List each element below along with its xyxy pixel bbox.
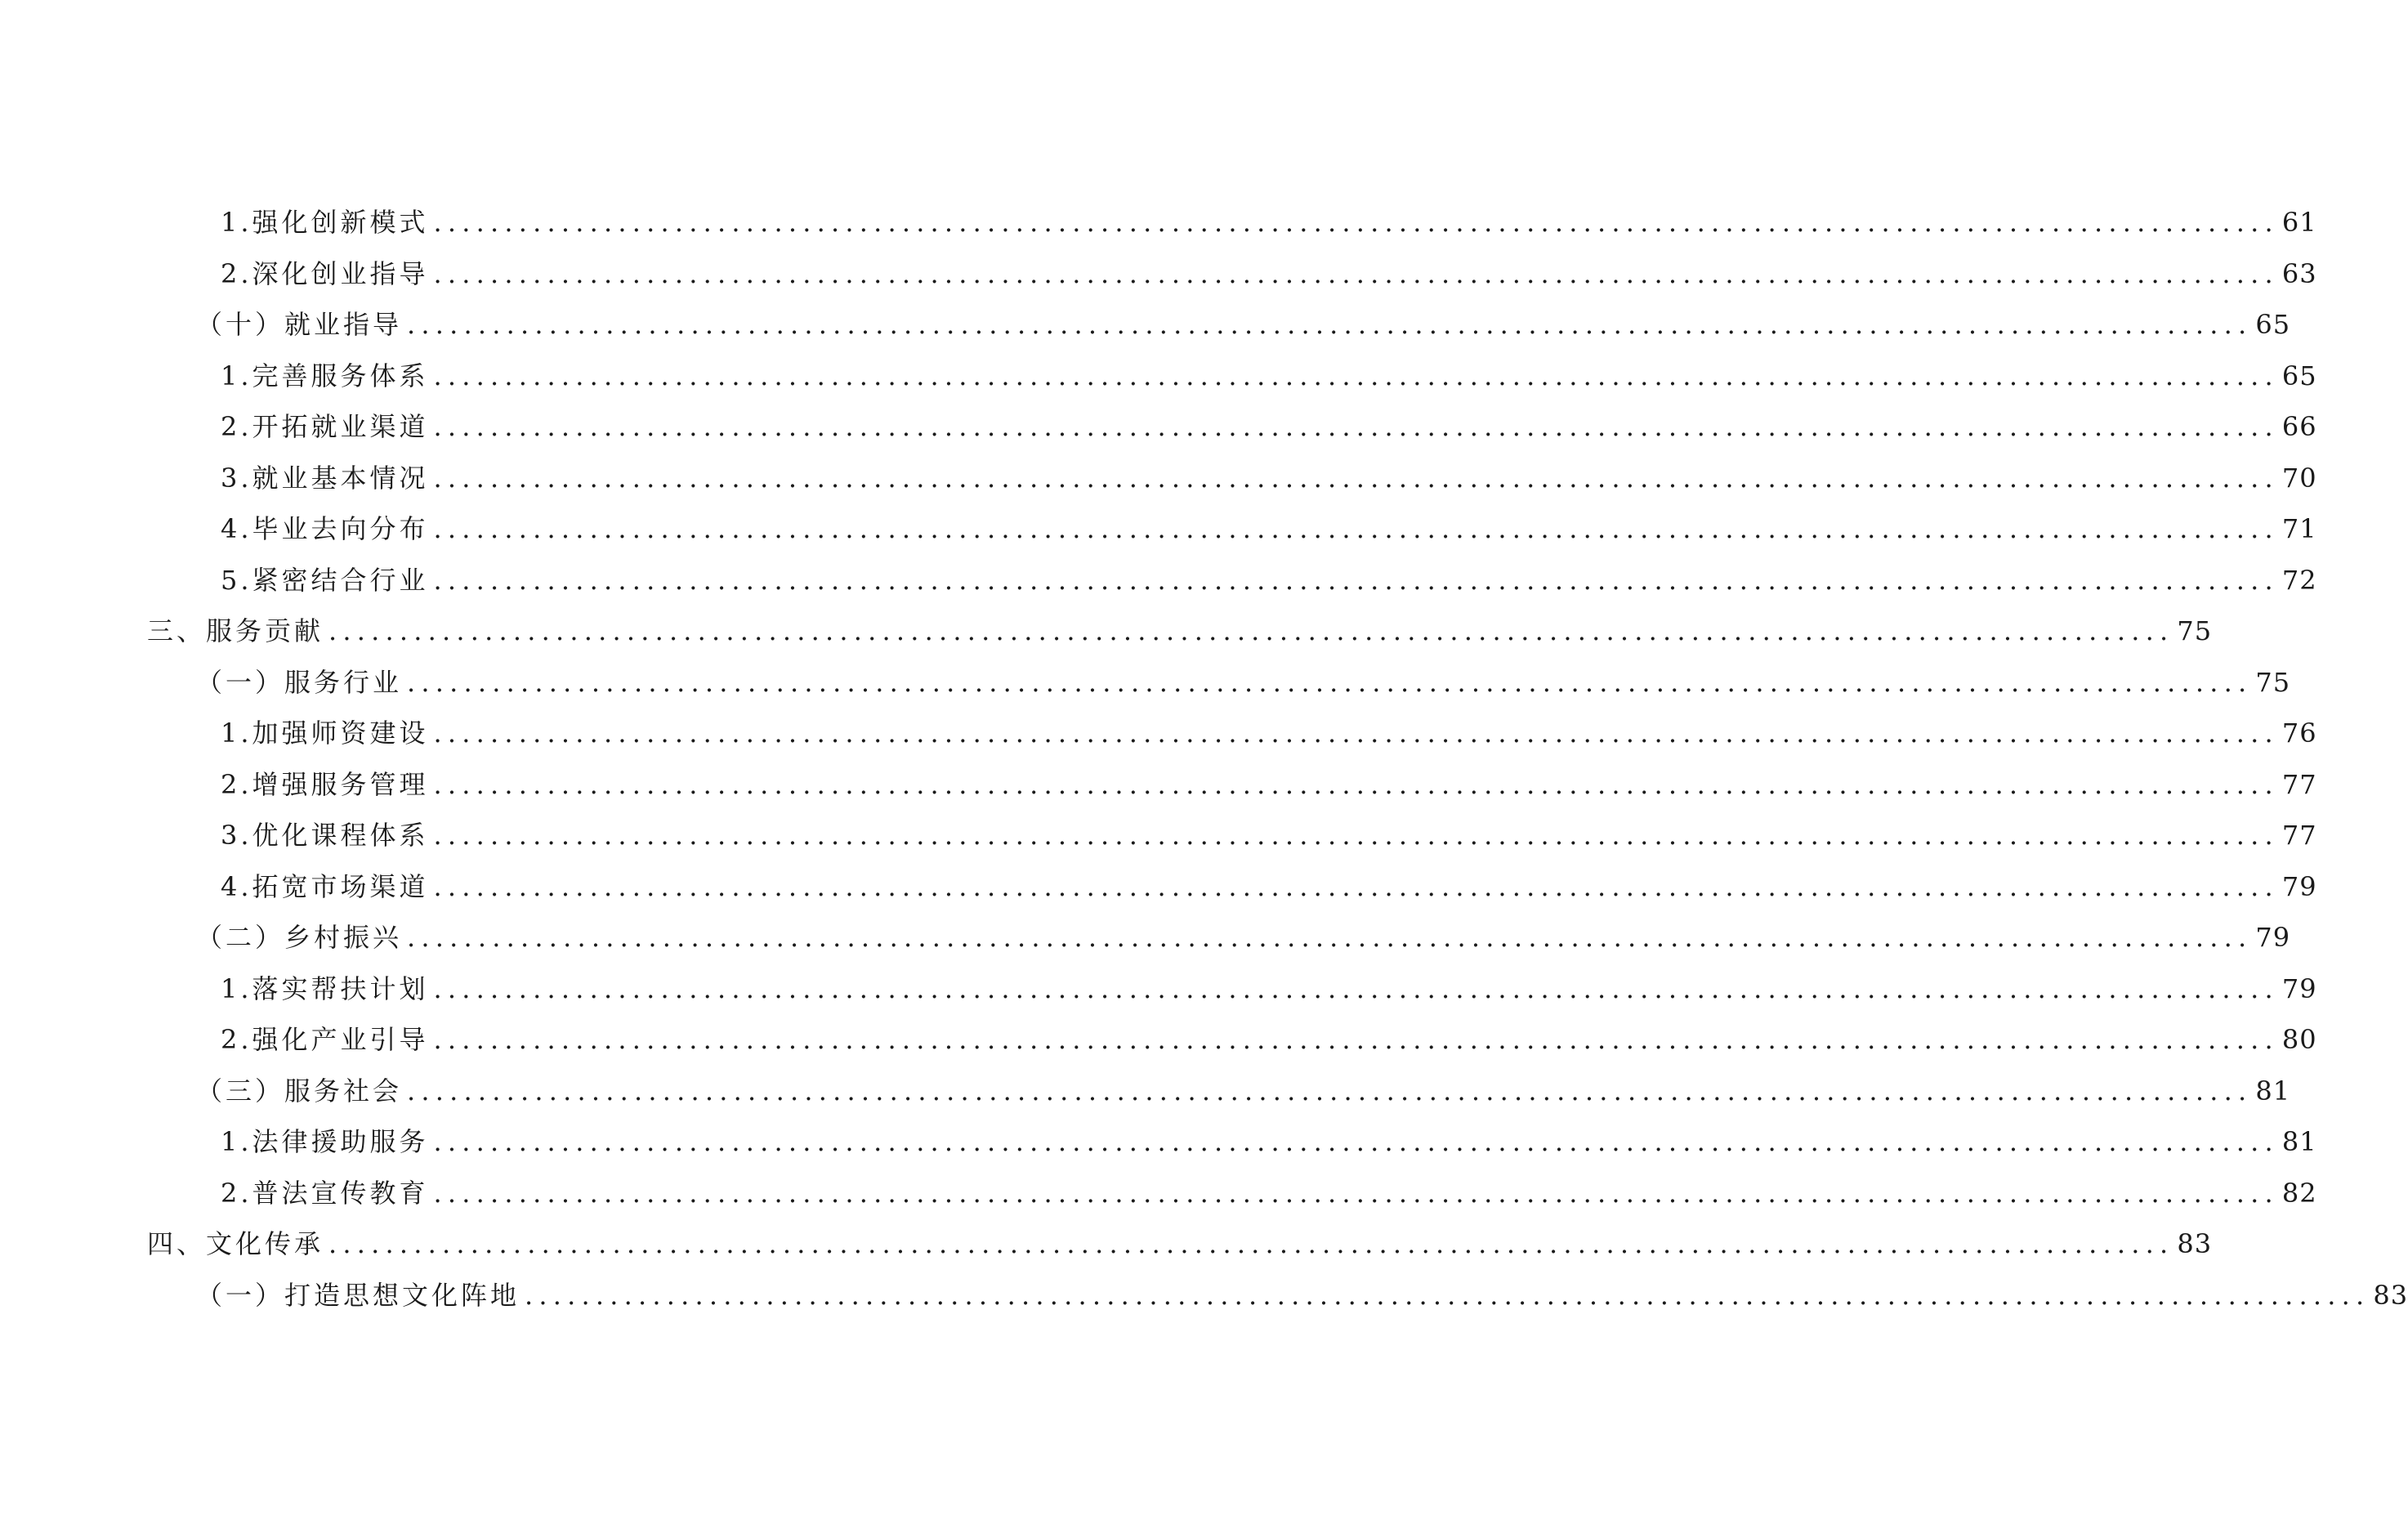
toc-dot-leader: .................................................................................................................................. [407,667,2253,698]
toc-entry-title: 2.普法宣传教育 [221,1178,429,1209]
toc-entry[interactable] [196,662,2291,703]
toc-page-number: 77 [2281,820,2317,851]
toc-page-number: 82 [2281,1178,2317,1209]
toc-dot-leader: .................................................................................................................................. [433,820,2279,851]
toc-page-number: 79 [2281,871,2317,902]
toc-page-number: 76 [2281,718,2317,749]
toc-dot-leader: .................................................................................................................................. [433,463,2279,494]
toc-entry-title: 1.强化创新模式 [221,207,429,238]
toc-dot-leader: .................................................................................................................................. [433,718,2279,749]
toc-entry-title: 5.紧密结合行业 [221,565,429,596]
toc-entry-title: 4.拓宽市场渠道 [221,871,429,902]
toc-dot-leader: .................................................................................................................................. [433,565,2279,596]
toc-entry[interactable] [221,202,2317,243]
toc-entry[interactable] [196,1275,2408,1316]
toc-page-number: 61 [2281,207,2317,238]
toc-entry-title: 4.毕业去向分布 [221,513,429,544]
toc-page-number: 63 [2281,258,2317,289]
toc-entry[interactable] [196,1071,2291,1111]
toc-entry-title: （二）乡村振兴 [196,922,403,953]
toc-dot-leader: .................................................................................................................................. [433,871,2279,902]
toc-entry-title: 2.开拓就业渠道 [221,411,429,442]
toc-dot-leader: .................................................................................................................................. [525,1280,2370,1311]
toc-entry[interactable] [221,406,2317,447]
toc-page-number: 81 [2255,1075,2291,1107]
toc-dot-leader: .................................................................................................................................. [328,1228,2174,1259]
toc-entry-title: 1.落实帮扶计划 [221,973,429,1004]
toc-entry-title: 2.增强服务管理 [221,769,429,800]
toc-entry[interactable] [221,560,2317,601]
toc-entry-title: （三）服务社会 [196,1075,403,1107]
toc-dot-leader: .................................................................................................................................. [433,1178,2279,1209]
toc-entry[interactable] [221,1121,2317,1162]
toc-page-number: 75 [2255,667,2291,698]
toc-entry[interactable] [221,1019,2317,1060]
toc-dot-leader: .................................................................................................................................. [433,769,2279,800]
toc-page-number: 81 [2281,1126,2317,1157]
toc-entry[interactable] [147,610,2213,651]
toc-entry[interactable] [221,866,2317,907]
toc-entry[interactable] [196,304,2291,345]
toc-entry-title: 3.优化课程体系 [221,820,429,851]
toc-page-number: 65 [2281,360,2317,391]
toc-entry-title: 3.就业基本情况 [221,463,429,494]
toc-dot-leader: .................................................................................................................................. [433,411,2279,442]
toc-dot-leader: .................................................................................................................................. [328,615,2174,646]
toc-dot-leader: .................................................................................................................................. [433,973,2279,1004]
toc-page-number: 83 [2177,1228,2213,1259]
toc-dot-leader: .................................................................................................................................. [433,207,2279,238]
toc-page-number: 72 [2281,565,2317,596]
toc-entry[interactable] [221,253,2317,294]
toc-entry-title: 2.强化产业引导 [221,1024,429,1055]
toc-page-number: 71 [2281,513,2317,544]
toc-page-number: 65 [2255,309,2291,340]
toc-entry-title: 四、文化传承 [147,1228,324,1259]
toc-entry-title: （十）就业指导 [196,309,403,340]
toc-entry[interactable] [221,815,2317,856]
toc-dot-leader: .................................................................................................................................. [433,1126,2279,1157]
toc-page-number: 79 [2281,973,2317,1004]
toc-page-number: 80 [2281,1024,2317,1055]
toc-dot-leader: .................................................................................................................................. [407,309,2253,340]
toc-dot-leader: .................................................................................................................................. [407,922,2253,953]
toc-page-number: 83 [2373,1280,2408,1311]
toc-page-number: 66 [2281,411,2317,442]
toc-entry[interactable] [221,713,2317,753]
toc-entry[interactable] [221,355,2317,396]
toc-page-number: 77 [2281,769,2317,800]
toc-entry-title: 1.加强师资建设 [221,718,429,749]
toc-entry[interactable] [221,458,2317,498]
toc-entry-title: 1.完善服务体系 [221,360,429,391]
toc-dot-leader: .................................................................................................................................. [407,1075,2253,1107]
toc-page-number: 79 [2255,922,2291,953]
toc-entry-title: 2.深化创业指导 [221,258,429,289]
toc-page-number: 75 [2177,615,2213,646]
toc-entry[interactable] [221,764,2317,805]
toc-entry-title: 1.法律援助服务 [221,1126,429,1157]
toc-dot-leader: .................................................................................................................................. [433,360,2279,391]
toc-dot-leader: .................................................................................................................................. [433,258,2279,289]
toc-dot-leader: .................................................................................................................................. [433,1024,2279,1055]
toc-entry[interactable] [221,968,2317,1009]
toc-entry[interactable] [147,1223,2213,1264]
toc-page-number: 70 [2281,463,2317,494]
toc-entry[interactable] [221,508,2317,549]
toc-entry-title: 三、服务贡献 [147,615,324,646]
toc-entry-title: （一）服务行业 [196,667,403,698]
toc-dot-leader: .................................................................................................................................. [433,513,2279,544]
toc-entry-title: （一）打造思想文化阵地 [196,1280,520,1311]
toc-entry[interactable] [221,1173,2317,1214]
toc-entry[interactable] [196,917,2291,958]
